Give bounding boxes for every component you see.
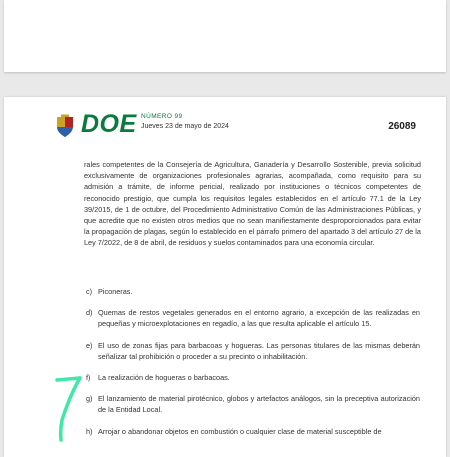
document-body bbox=[84, 159, 421, 249]
list-item-letter: d) bbox=[86, 308, 93, 318]
list-item-e bbox=[86, 340, 420, 362]
list-item-d bbox=[86, 307, 420, 329]
list-item-letter: c) bbox=[86, 287, 93, 296]
page-number: 26089 bbox=[388, 121, 416, 132]
list-item-text: El lanzamiento de material pirotécnico, globos y artefactos análogos, sin la preceptiva autorización de la Entidad Local. bbox=[98, 394, 420, 415]
list-item-text: Quemas de restos vegetales generados en el entorno agrario, a excepción de las realizadas en pequeñas y microexplotaciones en regadío, a las que resulta aplicable el artículo 15. bbox=[98, 308, 420, 329]
previous-page bbox=[4, 0, 446, 72]
list-item-text: Piconeras. bbox=[98, 287, 133, 296]
document-page bbox=[4, 97, 446, 457]
issue-date: Jueves 23 de mayo de 2024 bbox=[141, 123, 229, 130]
extremadura-crest-icon bbox=[53, 114, 77, 138]
list-item-letter: h) bbox=[86, 426, 93, 436]
list-item-letter: f) bbox=[86, 373, 91, 383]
doe-logo: DOE bbox=[81, 110, 137, 138]
list-item-text: La realización de hogueras o barbacoas. bbox=[98, 373, 230, 383]
continuation-paragraph: rales competentes de la Consejería de Agricultura, Ganadería y Desarrollo Sostenible, previa solicitud exclusivamente de organizaciones profesionales agrarias, acompañada, como requisito para su admisión a trámite, de informe pericial, realizado por instituciones o técnicos competentes de reconocido prestigio, que cumpla los requisitos legales establecidos en el artículo 77.1 de la Ley 39/2015, de 1 de octubre, del Procedimiento Administrativo Común de las Administraciones Públicas, y que acredite que no existen otros medios que no sean manifiestamente desproporcionados para evitar la propagación de plagas, según lo establecido en el párrafo primero del apartado 3 del artículo 27 de la Ley 7/2022, de 8 de abril, de residuos y suelos contaminados para una economía circular. bbox=[84, 160, 421, 248]
list-item-text: El uso de zonas fijas para barbacoas y hogueras. Las personas titulares de las mismas deberán señalizar tal prohibición o proceder a su precinto o inhabilitación. bbox=[98, 340, 420, 361]
list-item-letter: g) bbox=[86, 394, 93, 404]
issue-number: NÚMERO 99 bbox=[141, 113, 183, 120]
list-item-c bbox=[86, 286, 420, 297]
list-item-text: Arrojar o abandonar objetos en combustión o cualquier clase de material susceptible de bbox=[98, 426, 382, 436]
prohibitions-list bbox=[86, 286, 420, 447]
list-item-letter: e) bbox=[86, 340, 93, 350]
page-header bbox=[4, 97, 446, 147]
list-item-g bbox=[86, 393, 420, 415]
list-item-h bbox=[86, 426, 420, 437]
list-item-f bbox=[86, 372, 420, 383]
